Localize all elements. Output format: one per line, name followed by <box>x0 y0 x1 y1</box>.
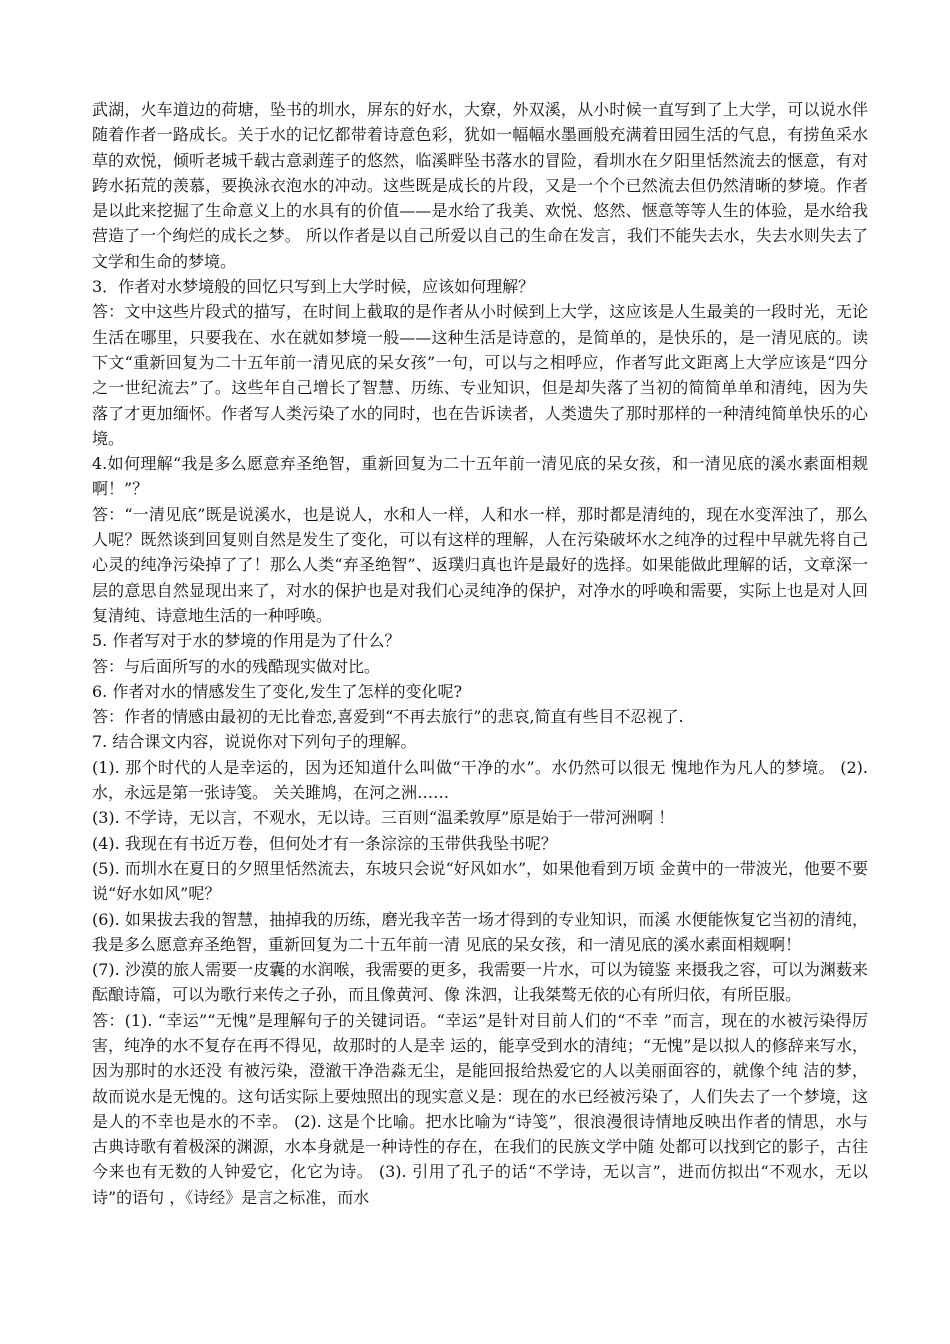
question-6: 6. 作者对水的情感发生了变化,发生了怎样的变化呢? <box>92 681 463 701</box>
sentence-6: (6). 如果拔去我的智慧，抽掉我的历练，磨光我辛苦一场才得到的专业知识，而溪 水便能恢复它当初的清纯，我是多么愿意弃圣绝智，重新回复为二十五年前一清 见底的呆女孩，和一清见底的溪水素面相觌啊！ <box>92 909 868 954</box>
document-page <box>92 97 868 1210</box>
answer-7: 答：(1). “幸运”“无愧”是理解句子的关键词语。“幸运”是针对目前人们的“不幸 ”而言，现在的水被污染得厉害，纯净的水不复存在再不得见，故那时的人是幸 运的，能享受到水的清纯；“无愧”是以拟人的修辞来写水，因为那时的水还没 有被污染，澄澈干净浩淼无尘，是能回报给热爱它的人以美丽面容的，就像个纯 洁的梦，故而说水是无愧的。这句话实际上要烛照出的现实意义是：现在的水已经被污染了，人们失去了一个梦境，这是人的不幸也是水的不幸。 (2). 这是个比喻。把水比喻为“诗笺”，很浪漫很诗情地反映出作者的情思，水与 古典诗歌有着极深的渊源，水本身就是一种诗性的存在，在我们的民族文学中随 处都可以找到它的影子，古往今来也有无数的人钟爱它，化它为诗。 (3). 引用了孔子的话“不学诗，无以言”，进而仿拟出“不观水，无以诗”的语句 ，《诗经》是言之标准，而水 <box>92 1010 868 1207</box>
answer-6: 答：作者的情感由最初的无比眷恋,喜爱到“不再去旅行”的悲哀,简直有些目不忍视了. <box>92 707 684 727</box>
sentence-5: (5). 而圳水在夏日的夕照里恬然流去，东坡只会说“好风如水”，如果他看到万顷 金黄中的一带波光，他要不要说“好水如风”呢？ <box>92 858 868 904</box>
sentence-1-and-2: (1). 那个时代的人是幸运的，因为还知道什么叫做“干净的水”。水仍然可以很无 愧地作为凡人的梦境。 (2). 水，永远是第一张诗笺。 关关雎鸠，在河之洲…… <box>92 757 868 803</box>
answer-5: 答：与后面所写的水的残酷现实做对比。 <box>92 656 381 676</box>
answer-3: 答：文中这些片段式的描写，在时间上截取的是作者从小时候到上大学，这应该是人生最美的一段时光，无论生活在哪里，只要我在、水在就如梦境一般——这种生活是诗意的，是简单的，是快乐的，是一清见底的。读下文“重新回复为二十五年前一清见底的呆女孩”一句，可以与之相呼应，作者写此文距离上大学应该是“四分之一世纪流去”了。这些年自己增长了智慧、历练、专业知识，但是却失落了当初的简简单单和清纯，因为失落了才更加缅怀。作者写人类污染了水的同时，也在告诉读者，人类遗失了那时那样的一种清纯简单快乐的心境。 <box>92 302 868 448</box>
answer-4: 答：“一清见底”既是说溪水，也是说人，水和人一样，人和水一样，那时都是清纯的，现在水变浑浊了，那么人呢？既然谈到回复则自然是发生了变化，可以有这样的理解，人在污染破坏水之纯净的过程中早就先将自己心灵的纯净污染掉了了！那么人类“弃圣绝智”、返璞归真也许是最好的选择。如果能做此理解的话，文章深一层的意思自然显现出来了，对水的保护也是对我们心灵纯净的保护，对净水的呼唤和需要，实际上也是对人回复清纯、诗意地生活的一种呼唤。 <box>92 504 868 625</box>
question-5: 5. 作者写对于水的梦境的作用是为了什么？ <box>92 631 401 651</box>
question-3: 3．作者对水梦境般的回忆只写到上大学时候，应该如何理解？ <box>92 277 535 297</box>
sentence-7: (7). 沙漠的旅人需要一皮囊的水润喉，我需要的更多，我需要一片水，可以为镜鉴 来摄我之容，可以为渊薮来酝酿诗篇，可以为歌行来传之子孙，而且像黄河、像 洙泗，让我桀骜无依的心有所归依，有所臣服。 <box>92 960 868 1005</box>
sentence-3: (3). 不学诗，无以言，不观水，无以诗。三百则“温柔敦厚”原是始于一带河洲啊 ！ <box>92 808 675 828</box>
question-4: 4.如何理解“我是多么愿意弃圣绝智，重新回复为二十五年前一清见底的呆女孩，和一清见底的溪水素面相觌啊！”？ <box>92 454 868 499</box>
paragraph-memory-of-water: 武湖，火车道边的荷塘，坠书的圳水，屏东的好水，大寮，外双溪，从小时候一直写到了上大学，可以说水伴随着作者一路成长。关于水的记忆都带着诗意色彩，犹如一幅幅水墨画般充满着田园生活的气息，有捞鱼采水草的欢悦，倾听老城千载古意剥莲子的悠然，临溪畔坠书落水的冒险，看圳水在夕阳里恬然流去的惬意，有对跨水拓荒的羡慕，要换泳衣泡水的冲动。这些既是成长的片段，又是一个个已然流去但仍然清晰的梦境。作者是以此来挖掘了生命意义上的水具有的价值——是水给了我美、欢悦、悠然、惬意等等人生的体验，是水给我营造了一个绚烂的成长之梦。 所以作者是以自己所爱以自己的生命在发言，我们不能失去水，失去水则失去了文学和生命的梦境。 <box>92 100 868 271</box>
question-7: 7. 结合课文内容，说说你对下列句子的理解。 <box>92 732 417 752</box>
sentence-4: (4). 我现在有书近万卷，但何处才有一条淙淙的玉带供我坠书呢？ <box>92 833 557 853</box>
